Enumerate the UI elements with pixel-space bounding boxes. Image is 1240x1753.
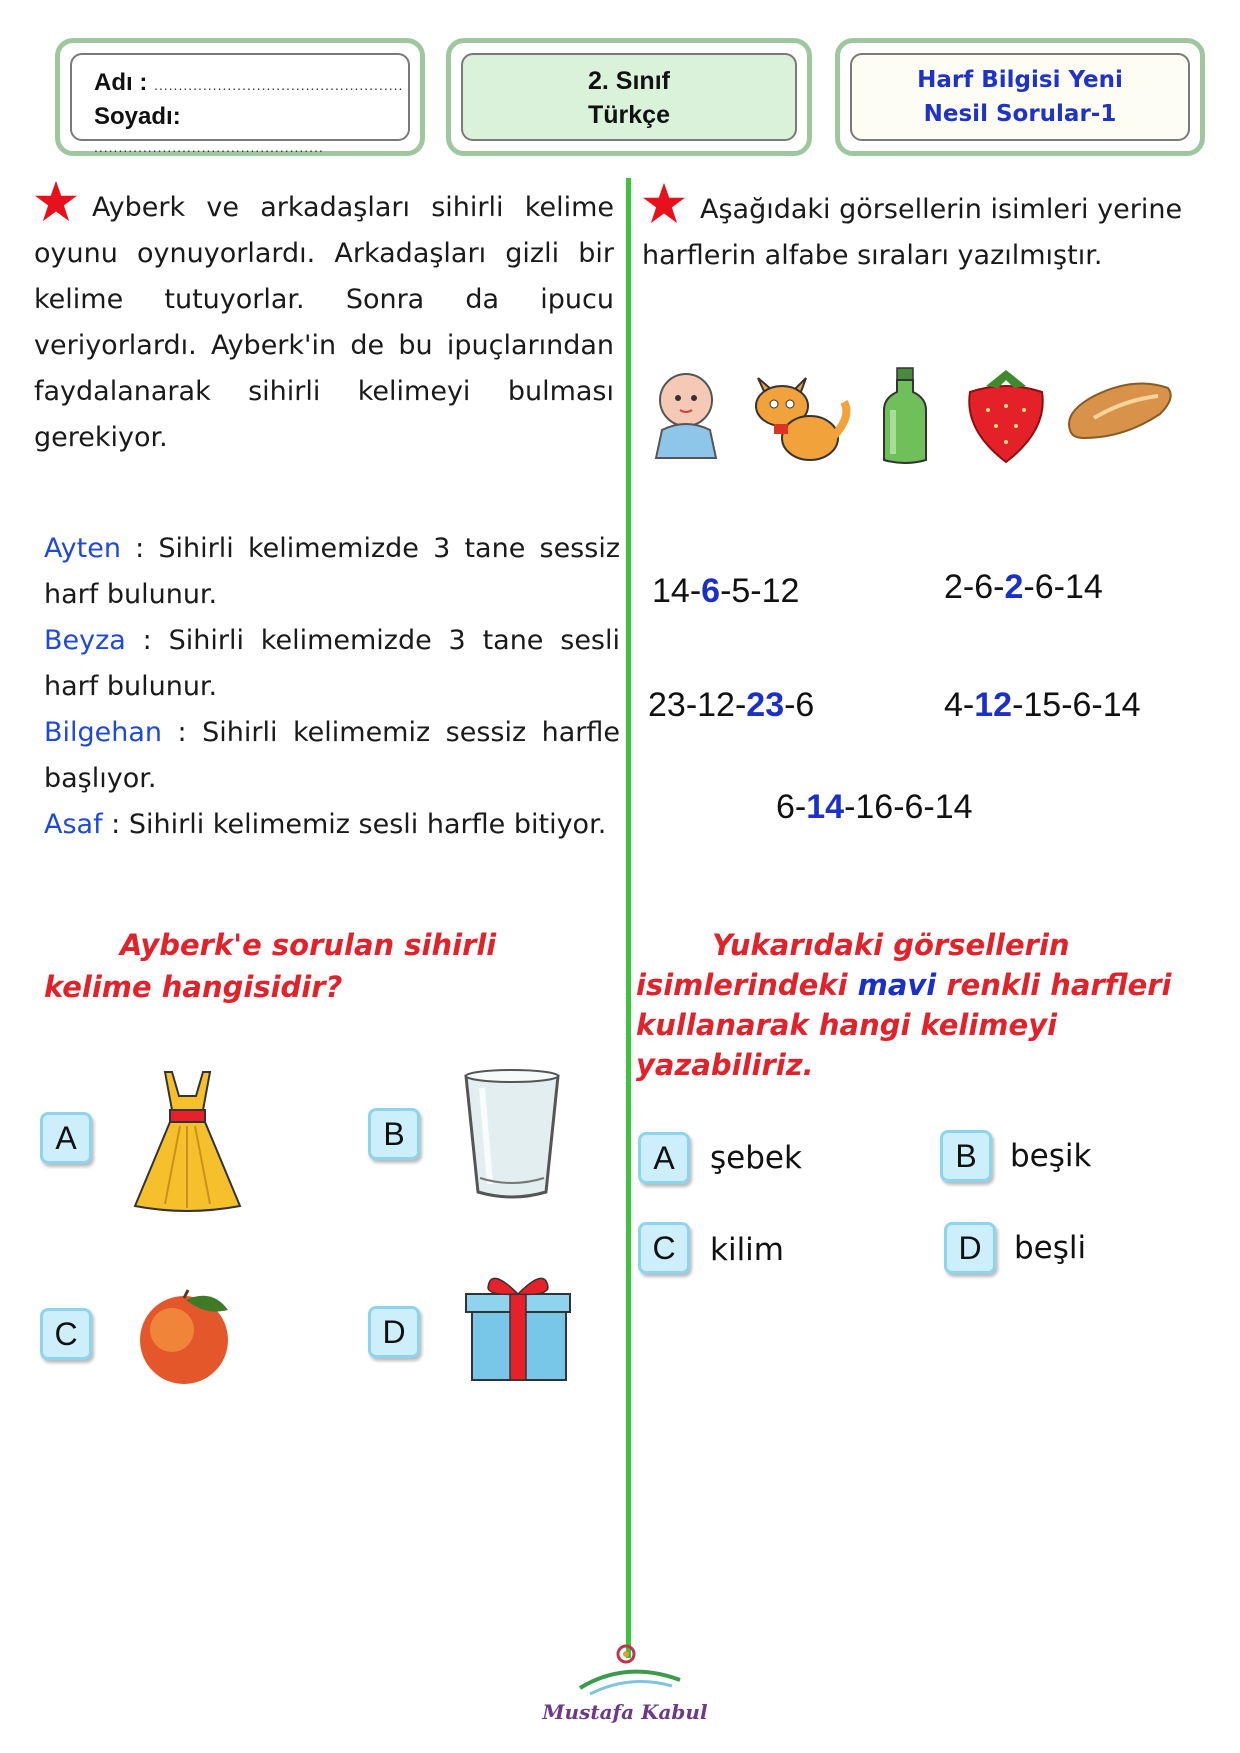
name-label: Adı : — [94, 69, 148, 96]
right-question-line-2: isimlerindeki mavi renkli harfleri — [636, 968, 1172, 1002]
left-question-line-1: Ayberk'e sorulan sihirli — [120, 928, 497, 962]
left-question-line-2: kelime hangisidir? — [44, 970, 343, 1004]
left-option-c[interactable]: C — [40, 1308, 92, 1360]
clue-text: : Sihirli kelimemiz sessiz harfle başlıyor. — [44, 717, 620, 794]
code-4: 4-12-15-6-14 — [944, 686, 1141, 724]
subject-label: Türkçe — [588, 101, 670, 129]
code-1: 14-6-5-12 — [652, 572, 800, 610]
code-3: 23-12-23-6 — [648, 686, 815, 724]
right-question-line-4: yazabiliriz. — [636, 1048, 814, 1082]
clue-name: Ayten — [44, 533, 121, 564]
left-option-b[interactable]: B — [368, 1108, 420, 1160]
right-option-a[interactable]: A — [638, 1132, 690, 1184]
star-icon — [34, 180, 78, 222]
strawberry-icon — [964, 366, 1048, 466]
cat-icon — [744, 366, 854, 466]
clue-text: : Sihirli kelimemiz sesli harfle bitiyor. — [102, 809, 607, 840]
right-question-line-3: kullanarak hangi kelimeyi — [636, 1008, 1058, 1042]
student-info-box — [55, 38, 425, 156]
author-name: Mustafa Kabul — [542, 1700, 708, 1724]
topic-line-2: Nesil Sorular-1 — [923, 101, 1117, 127]
topic-box — [835, 38, 1205, 156]
right-option-c[interactable]: C — [638, 1222, 690, 1274]
right-option-a-word: şebek — [710, 1140, 802, 1176]
bottle-icon — [882, 366, 928, 466]
right-intro — [642, 182, 1202, 279]
name-dots: ................................................... — [154, 77, 404, 93]
dress-icon — [130, 1066, 245, 1216]
topic-line-1: Harf Bilgisi Yeni — [917, 67, 1123, 93]
clue-name: Asaf — [44, 809, 103, 840]
code-2: 2-6-2-6-14 — [944, 568, 1103, 606]
clue-text: : Sihirli kelimemizde 3 tane sessiz harf bulunur. — [44, 533, 620, 610]
clue-list — [44, 526, 620, 848]
left-intro — [34, 180, 614, 461]
clue-item — [44, 802, 620, 848]
surname-row — [94, 103, 408, 159]
clue-item — [44, 526, 620, 618]
glass-icon — [462, 1068, 562, 1204]
code-5: 6-14-16-6-14 — [776, 788, 973, 826]
flower-logo-icon — [540, 1640, 710, 1700]
gift-box-icon — [460, 1266, 576, 1386]
left-intro-text: Ayberk ve arkadaşları sihirli kelime oyunu oynuyorlardı. Arkadaşları gizli bir kelime tutuyorlar. Sonra da ipucu veriyorlardı. Ayberk'in de bu ipuçlarından faydalanarak sihirli kelimeyi bulması gerekiyor. — [34, 192, 614, 453]
right-option-d-word: beşli — [1014, 1230, 1087, 1266]
grade-label: 2. Sınıf — [588, 67, 670, 95]
right-question-line-1: Yukarıdaki görsellerin — [712, 928, 1070, 962]
grade-subject-box — [446, 38, 812, 156]
clue-text: : Sihirli kelimemizde 3 tane sesli harf bulunur. — [44, 625, 620, 702]
bread-icon — [1064, 378, 1176, 444]
right-option-c-word: kilim — [710, 1232, 784, 1268]
clue-name: Bilgehan — [44, 717, 163, 748]
clue-item — [44, 618, 620, 710]
star-icon — [642, 182, 686, 224]
right-option-b-word: beşik — [1010, 1138, 1092, 1174]
name-row — [94, 69, 403, 97]
surname-dots: ............................................... — [94, 139, 324, 155]
right-option-b[interactable]: B — [940, 1130, 992, 1182]
column-divider — [626, 178, 631, 1658]
clue-name: Beyza — [44, 625, 126, 656]
right-intro-text: Aşağıdaki görsellerin isimleri yerine harflerin alfabe sıraları yazılmıştır. — [642, 194, 1183, 271]
highlight-word: mavi — [857, 968, 937, 1002]
clue-item — [44, 710, 620, 802]
author-logo — [540, 1640, 710, 1730]
peach-icon — [134, 1286, 236, 1386]
surname-label: Soyadı: — [94, 103, 181, 130]
left-option-a[interactable]: A — [40, 1112, 92, 1164]
right-option-d[interactable]: D — [944, 1222, 996, 1274]
left-option-d[interactable]: D — [368, 1306, 420, 1358]
baby-icon — [648, 370, 724, 462]
